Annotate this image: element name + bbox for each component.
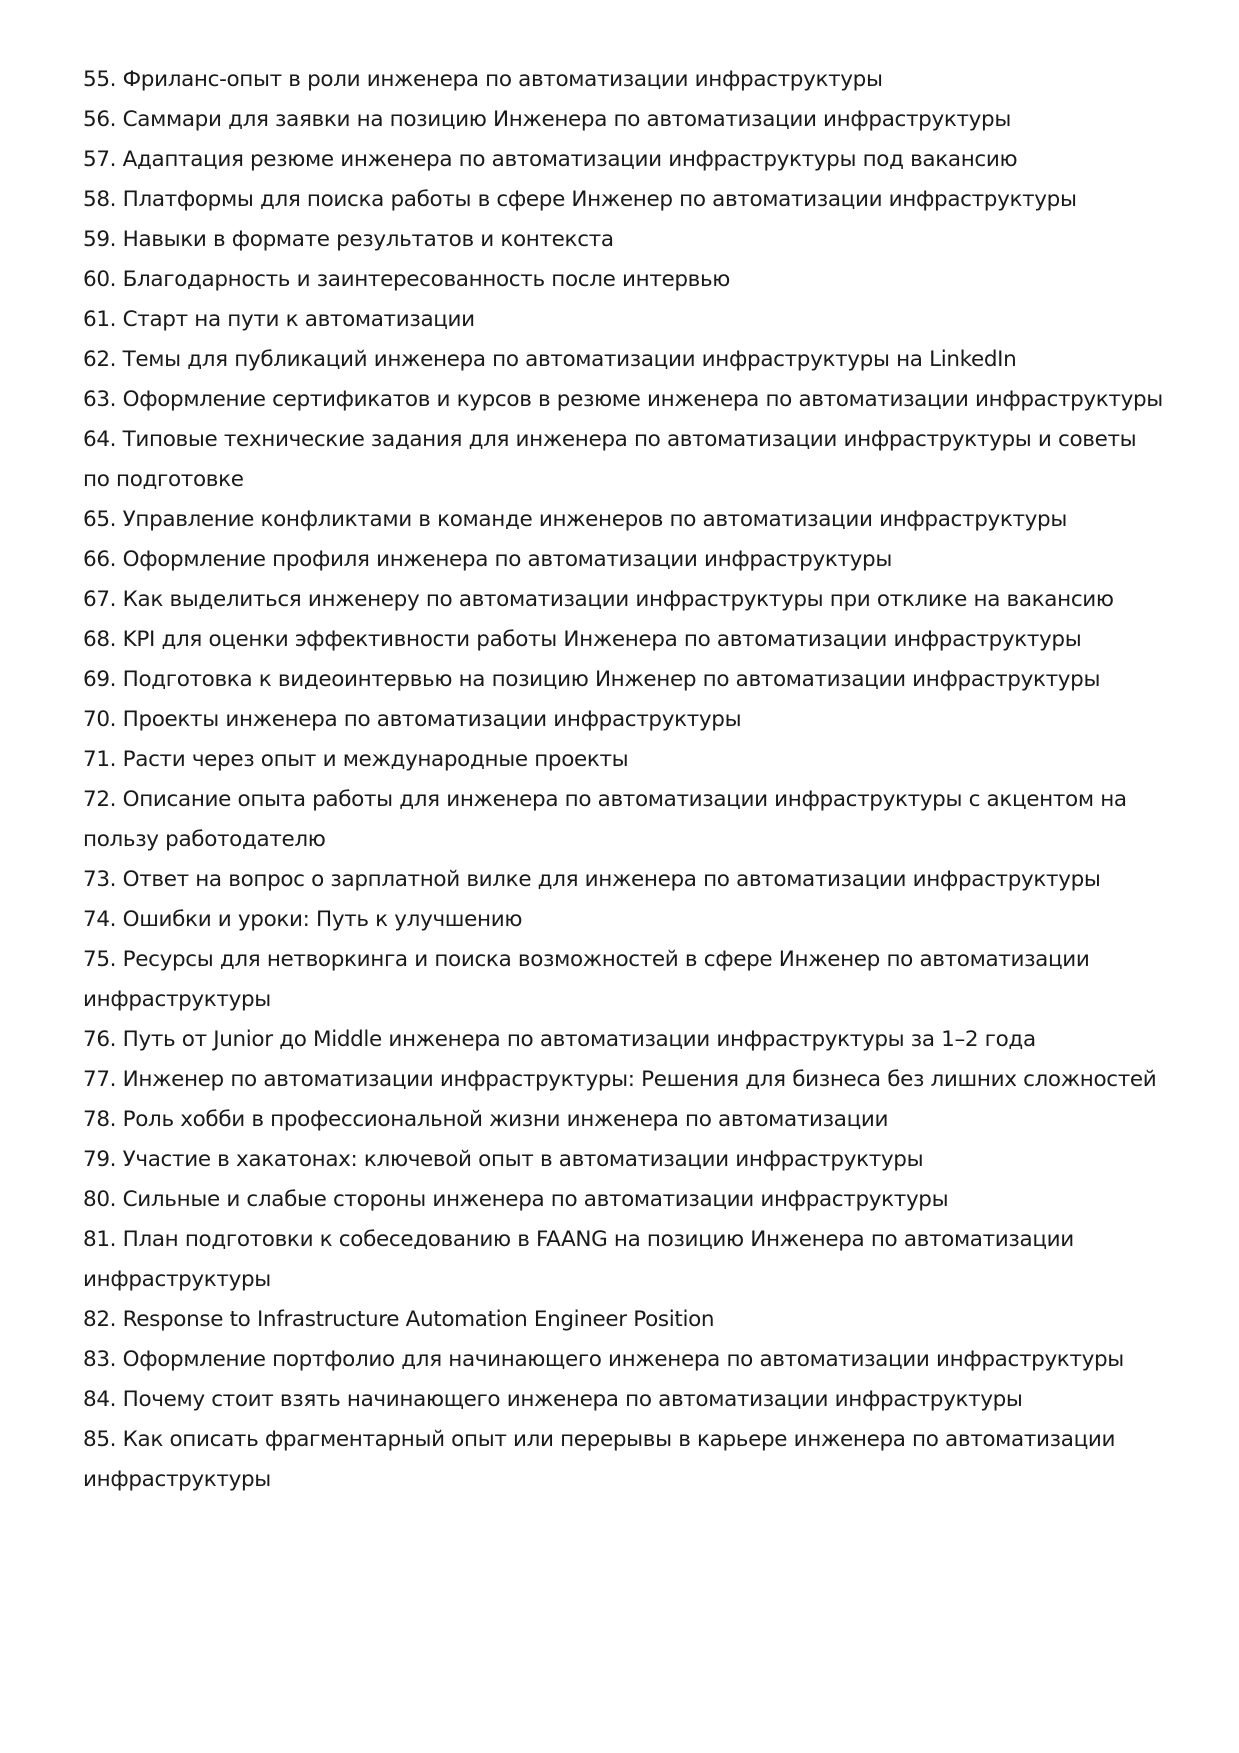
toc-item-77: 77. Инженер по автоматизации инфраструктуры: Решения для бизнеса без лишних сложностей bbox=[83, 1067, 1157, 1092]
toc-item-61: 61. Старт на пути к автоматизации bbox=[83, 307, 475, 332]
toc-item-79: 79. Участие в хакатонах: ключевой опыт в автоматизации инфраструктуры bbox=[83, 1147, 924, 1172]
toc-item-72: 72. Описание опыта работы для инженера по автоматизации инфраструктуры с акцентом на пользу работодателю bbox=[83, 787, 1127, 852]
toc-item-75: 75. Ресурсы для нетворкинга и поиска возможностей в сфере Инженер по автоматизации инфраструктуры bbox=[83, 947, 1090, 1012]
toc-item-85: 85. Как описать фрагментарный опыт или перерывы в карьере инженера по автоматизации инфраструктуры bbox=[83, 1427, 1116, 1492]
toc-item-70: 70. Проекты инженера по автоматизации инфраструктуры bbox=[83, 707, 742, 732]
toc-item-78: 78. Роль хобби в профессиональной жизни инженера по автоматизации bbox=[83, 1107, 889, 1132]
toc-item-71: 71. Расти через опыт и международные проекты bbox=[83, 747, 629, 772]
toc-item-68: 68. KPI для оценки эффективности работы Инженера по автоматизации инфраструктуры bbox=[83, 627, 1082, 652]
toc-item-69: 69. Подготовка к видеоинтервью на позицию Инженер по автоматизации инфраструктуры bbox=[83, 667, 1101, 692]
toc-item-66: 66. Оформление профиля инженера по автоматизации инфраструктуры bbox=[83, 547, 892, 572]
toc-list bbox=[83, 60, 1163, 1500]
toc-item-82: 82. Response to Infrastructure Automation Engineer Position bbox=[83, 1307, 715, 1332]
toc-item-83: 83. Оформление портфолио для начинающего инженера по автоматизации инфраструктуры bbox=[83, 1347, 1124, 1372]
toc-item-84: 84. Почему стоит взять начинающего инженера по автоматизации инфраструктуры bbox=[83, 1387, 1023, 1412]
toc-item-81: 81. План подготовки к собеседованию в FAANG на позицию Инженера по автоматизации инфраструктуры bbox=[83, 1227, 1074, 1292]
toc-item-76: 76. Путь от Junior до Middle инженера по автоматизации инфраструктуры за 1–2 года bbox=[83, 1027, 1036, 1052]
toc-item-73: 73. Ответ на вопрос о зарплатной вилке для инженера по автоматизации инфраструктуры bbox=[83, 867, 1101, 892]
toc-item-80: 80. Сильные и слабые стороны инженера по автоматизации инфраструктуры bbox=[83, 1187, 949, 1212]
toc-item-59: 59. Навыки в формате результатов и контекста bbox=[83, 227, 614, 252]
toc-item-74: 74. Ошибки и уроки: Путь к улучшению bbox=[83, 907, 523, 932]
toc-item-67: 67. Как выделиться инженеру по автоматизации инфраструктуры при отклике на вакансию bbox=[83, 587, 1114, 612]
toc-item-64: 64. Типовые технические задания для инженера по автоматизации инфраструктуры и советы по подготовке bbox=[83, 427, 1137, 492]
toc-item-65: 65. Управление конфликтами в команде инженеров по автоматизации инфраструктуры bbox=[83, 507, 1067, 532]
toc-item-57: 57. Адаптация резюме инженера по автоматизации инфраструктуры под вакансию bbox=[83, 147, 1018, 172]
toc-item-60: 60. Благодарность и заинтересованность после интервью bbox=[83, 267, 731, 292]
toc-item-58: 58. Платформы для поиска работы в сфере Инженер по автоматизации инфраструктуры bbox=[83, 187, 1077, 212]
toc-item-63: 63. Оформление сертификатов и курсов в резюме инженера по автоматизации инфраструктуры bbox=[83, 387, 1163, 412]
toc-item-56: 56. Саммари для заявки на позицию Инженера по автоматизации инфраструктуры bbox=[83, 107, 1011, 132]
toc-item-62: 62. Темы для публикаций инженера по автоматизации инфраструктуры на LinkedIn bbox=[83, 347, 1017, 372]
toc-item-55: 55. Фриланс-опыт в роли инженера по автоматизации инфраструктуры bbox=[83, 67, 883, 92]
